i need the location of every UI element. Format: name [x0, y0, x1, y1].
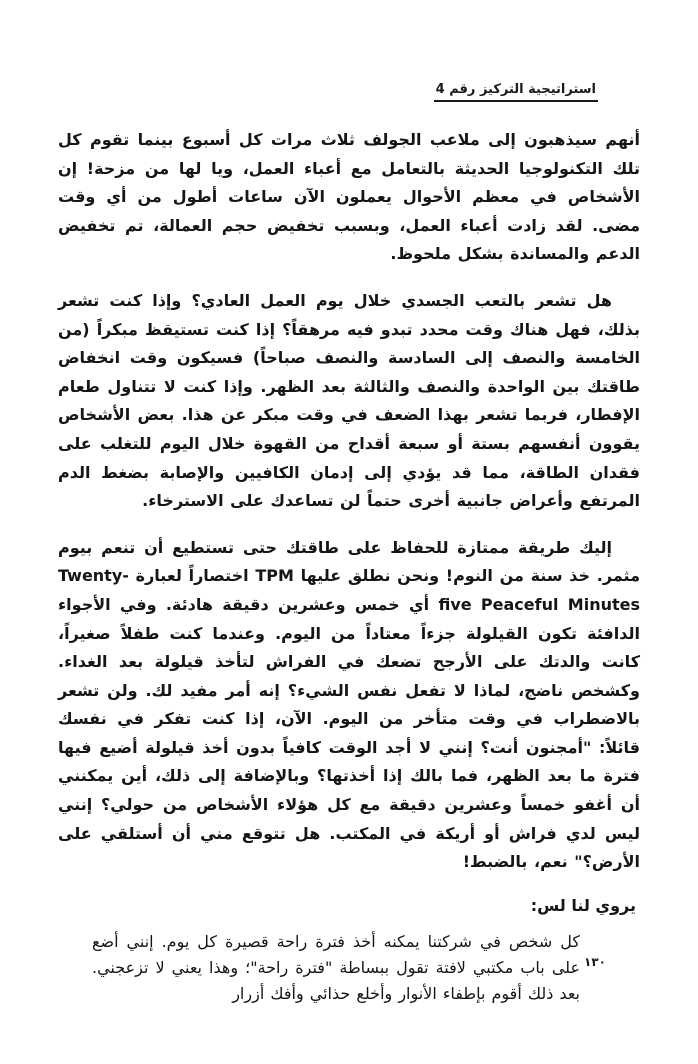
page-number: ١٣٠ [584, 955, 606, 969]
running-header: استراتيجية التركيز رقم 4 [434, 82, 598, 102]
paragraph-tpm-nap: إليك طريقة ممتازة للحفاظ على طاقتك حتى تستطيع أن تنعم بيوم مثمر. خذ سنة من النوم! ونحن نطلق عليها TPM اختصاراً لعبارة Twenty-five Peaceful Minutes أي خمس وعشرين دقيقة هادئة. وفي الأجواء الدافئة تكون القيلولة جزءاً معتاداً من اليوم. وعندما كنت طفلاً صغيراً، كانت والدتك على الأرجح تضعك في الفراش لتأخذ قيلولة بعد الغداء. وكشخص ناضج، لماذا لا تفعل نفس الشيء؟ إنه أمر مفيد لك. ولن تشعر بالاضطراب في وقت متأخر من اليوم. الآن، إذا كنت تفكر في نفسك قائلاً: "أمجنون أنت؟ إنني لا أجد الوقت كافياً بدون أخذ قيلولة أضيع فيها فترة ما بعد الظهر، فما بالك إذا أخذتها؟ وبالإضافة إلى ذلك، أين يمكنني أن أغفو خمساً وعشرين دقيقة مع كل هؤلاء الأشخاص من حولي؟ إنني ليس لدي فراش أو أريكة في المكتب. هل تتوقع مني أن أستلقي على الأرض؟" نعم، بالضبط! [58, 537, 640, 872]
les-block-quote: كل شخص في شركتنا يمكنه أخذ فترة راحة قصيرة كل يوم. إنني أضع على باب مكتبي لافتة تقول ببساطة "فترة راحة"؛ وهذا يعني لا تزعجني. بعد ذلك أقوم بإطفاء الأنوار وأخلع حذائي وأفك أزرار [92, 931, 580, 1003]
paragraph-golf-technology: أنهم سيذهبون إلى ملاعب الجولف ثلاث مرات كل أسبوع بينما تقوم كل تلك التكنولوجيا الحديثة بالتعامل مع أعباء العمل، ويا لها من مزحة! إن الأشخاص في معظم الأحوال يعملون الآن ساعات أطول من أي وقت مضى. لقد زادت أعباء العمل، وبسبب تخفيض حجم العمالة، تم تخفيض الدعم والمساندة بشكل ملحوظ. [58, 130, 640, 264]
paragraph-physical-fatigue: هل تشعر بالتعب الجسدي خلال يوم العمل العادي؟ وإذا كنت تشعر بذلك، فهل هناك وقت محدد تبدو فيه مرهقاً؟ إذا كنت تستيقظ مبكراً (من الخامسة والنصف إلى السادسة والنصف صباحاً) فسيكون وقت انخفاض طاقتك بين الواحدة والنصف والثالثة بعد الظهر. وإذا كنت لا تتناول طعام الإفطار، فربما تشعر بهذا الضعف في وقت مبكر عن هذا. بعض الأشخاص يقوون أنفسهم بستة أو سبعة أقداح من القهوة خلال اليوم للتغلب على فقدان الطاقة، مما قد يؤدي إلى إدمان الكافيين والإصابة بضغط الدم المرتفع وأعراض جانبية أخرى حتماً لن تساعدك على الاسترخاء. [58, 290, 640, 511]
page-body [58, 126, 640, 1007]
quote-lead-in: يروي لنا لس: [530, 895, 636, 915]
